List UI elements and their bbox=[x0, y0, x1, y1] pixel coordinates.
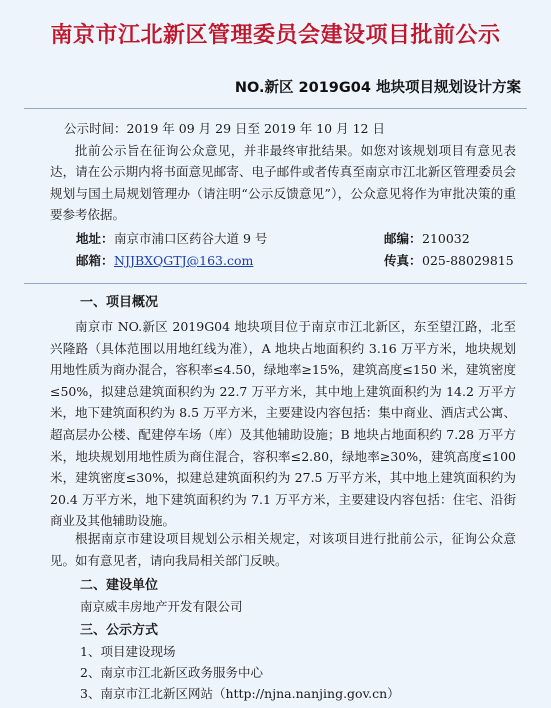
unit-name: 南京威丰房地产开发有限公司 bbox=[80, 599, 243, 614]
contact-block bbox=[76, 228, 516, 272]
address-value: 南京市浦口区药谷大道 9 号 bbox=[114, 231, 268, 246]
section-unit-heading: 二、建设单位 bbox=[80, 578, 159, 593]
opinion-body: 根据南京市建设项目规划公示相关规定，对该项目进行批前公示，征询公众意见。如有意见者，请向我局相关部门反映。 bbox=[50, 531, 516, 568]
email-cell bbox=[114, 250, 384, 272]
postcode-value: 210032 bbox=[422, 231, 470, 246]
page-title: 南京市江北新区管理委员会建设项目批前公示 bbox=[50, 23, 501, 48]
overview-section bbox=[50, 316, 516, 532]
notice-body: 批前公示旨在征询公众意见，并非最终审批结果。如您对该规划项目有意见表达，请在公示期内将书面意见邮寄、电子邮件或者传真至南京市江北新区管理委员会规划与国土局规划管理办（请注明“公示反馈意见”），公众意见将作为审批决策的重要参考依据。 bbox=[50, 142, 516, 223]
project-subtitle: NO.新区 2019G04 地块项目规划设计方案 bbox=[234, 80, 521, 96]
address-label: 地址： bbox=[76, 231, 114, 246]
contact-row-email bbox=[76, 250, 516, 272]
method-item: 2、南京市江北新区政务服务中心 bbox=[80, 665, 263, 680]
opinion-section bbox=[50, 528, 516, 571]
fax-value: 025-88029815 bbox=[422, 253, 514, 268]
method-item: 1、项目建设现场 bbox=[80, 644, 176, 659]
fax-label: 传真： bbox=[384, 253, 422, 268]
contact-row-address bbox=[76, 228, 516, 250]
divider-top bbox=[24, 108, 527, 109]
section-overview-heading: 一、项目概况 bbox=[80, 295, 159, 310]
email-label: 邮箱： bbox=[76, 253, 114, 268]
postcode-label: 邮编： bbox=[384, 231, 422, 246]
overview-body: 南京市 NO.新区 2019G04 地块项目位于南京市江北新区，东至望江路，北至兴隆路（具体范围以用地红线为准），A 地块占地面积约 3.16 万平方米，地块规划用地性质为商办混合，容积率≤4.50，绿地率≥15%，建筑高度≤150 米，建筑密度≤50%，拟建总建筑面积约为 22.7 万平方米，其中地上建筑面积约为 14.2 万平方米，地下建筑面积约为 8.5 万平方米，主要建设内容包括：集中商业、酒店式公寓、超高层办公楼、配建停车场（库）及其他辅助设施；B 地块占地面积约 7.28 万平方米，地块规划用地性质为商住混合，容积率≤2.80，绿地率≥30%，建筑高度≤100 米，建筑密度≤30%，拟建总建筑面积约为 27.5 万平方米，其中地上建筑面积约为 20.4 万平方米，地下建筑面积约为 7.1 万平方米，主要建设内容包括：住宅、沿街商业及其他辅助设施。 bbox=[50, 319, 516, 529]
divider-middle bbox=[24, 283, 527, 284]
email-link[interactable]: NJJBXQGTJ@163.com bbox=[114, 253, 254, 268]
section-methods-heading: 三、公示方式 bbox=[80, 623, 159, 638]
notice-time: 公示时间：2019 年 09 月 29 日至 2019 年 10 月 12 日 bbox=[64, 121, 385, 136]
method-item: 3、南京市江北新区网站（http://njna.nanjing.gov.cn） bbox=[80, 686, 400, 701]
notice-section bbox=[50, 118, 516, 226]
